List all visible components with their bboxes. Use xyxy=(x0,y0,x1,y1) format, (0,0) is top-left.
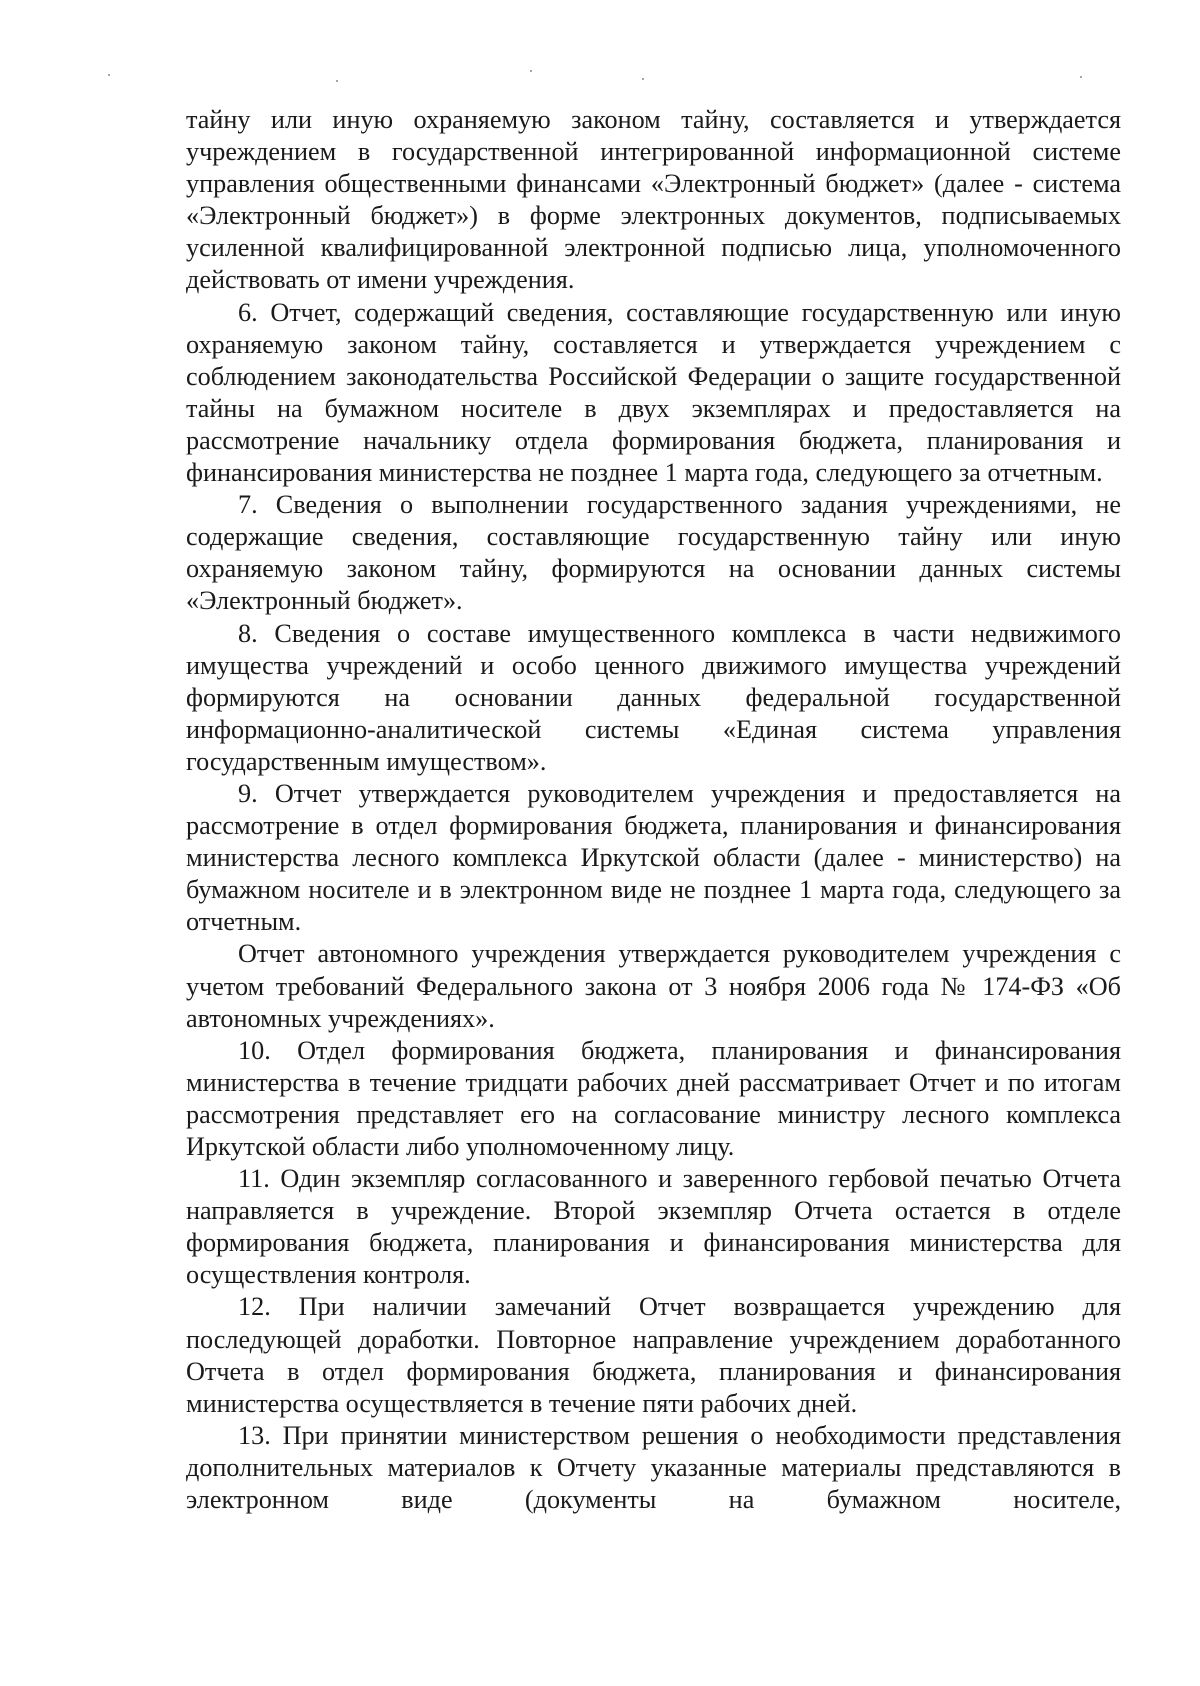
paragraph-10: 10. Отдел формирования бюджета, планирования и финансирования министерства в течение тридцати рабочих дней рассматривает Отчет и по итогам рассмотрения представляет его на согласование министру лесного комплекса Иркутской области либо уполномоченному лицу. xyxy=(186,1035,1121,1161)
paragraph-11: 11. Один экземпляр согласованного и заверенного гербовой печатью Отчета направляется в учреждение. Второй экземпляр Отчета остается в отделе формирования бюджета, планирования и финансирования министерства для осуществления контроля. xyxy=(186,1164,1121,1290)
paragraph-12: 12. При наличии замечаний Отчет возвращается учреждению для последующей доработки. Повторное направление учреждением доработанного Отчета в отдел формирования бюджета, планирования и финансирования министерства осуществляется в течение пяти рабочих дней. xyxy=(186,1292,1121,1418)
scan-artifact xyxy=(1080,76,1082,78)
paragraph-8: 8. Сведения о составе имущественного комплекса в части недвижимого имущества учреждений и особо ценного движимого имущества учреждений формируются на основании данных федеральной государственной информационно-аналитической системы «Единая система управления государственным имуществом». xyxy=(186,618,1121,776)
paragraph-9: 9. Отчет утверждается руководителем учреждения и предоставляется на рассмотрение в отдел формирования бюджета, планирования и финансирования министерства лесного комплекса Иркутской области (далее - министерство) на бумажном носителе и в электронном виде не позднее 1 марта года, следующего за отчетным. xyxy=(186,778,1121,937)
scan-artifact xyxy=(530,70,532,72)
scan-artifact xyxy=(336,80,338,82)
paragraph-13: 13. При принятии министерством решения о необходимости представления дополнительных материалов к Отчету указанные материалы представляются в электронном виде (документы на бумажном носителе, xyxy=(186,1420,1121,1515)
scan-artifact xyxy=(642,78,644,80)
document-body xyxy=(186,104,1121,1516)
paragraph-continued: тайну или иную охраняемую законом тайну, составляется и утверждается учреждением в государственной интегрированной информационной системе управления общественными финансами «Электронный бюджет» (далее - система «Электронный бюджет») в форме электронных документов, подписываемых усиленной квалифицированной электронной подписью лица, уполномоченного действовать от имени учреждения. xyxy=(186,105,1121,295)
scan-artifact xyxy=(108,74,110,76)
paragraph-6: 6. Отчет, содержащий сведения, составляющие государственную или иную охраняемую законом тайну, составляется и утверждается учреждением с соблюдением законодательства Российской Федерации о защите государственной тайны на бумажном носителе в двух экземплярах и предоставляется на рассмотрение начальнику отдела формирования бюджета, планирования и финансирования министерства не позднее 1 марта года, следующего за отчетным. xyxy=(186,297,1121,488)
paragraph-7: 7. Сведения о выполнении государственного задания учреждениями, не содержащие сведения, составляющие государственную тайну или иную охраняемую законом тайну, формируются на основании данных системы «Электронный бюджет». xyxy=(186,490,1121,616)
paragraph-9-autonomous: Отчет автономного учреждения утверждается руководителем учреждения с учетом требований Федерального закона от 3 ноября 2006 года № 174-ФЗ «Об автономных учреждениях». xyxy=(186,939,1121,1033)
